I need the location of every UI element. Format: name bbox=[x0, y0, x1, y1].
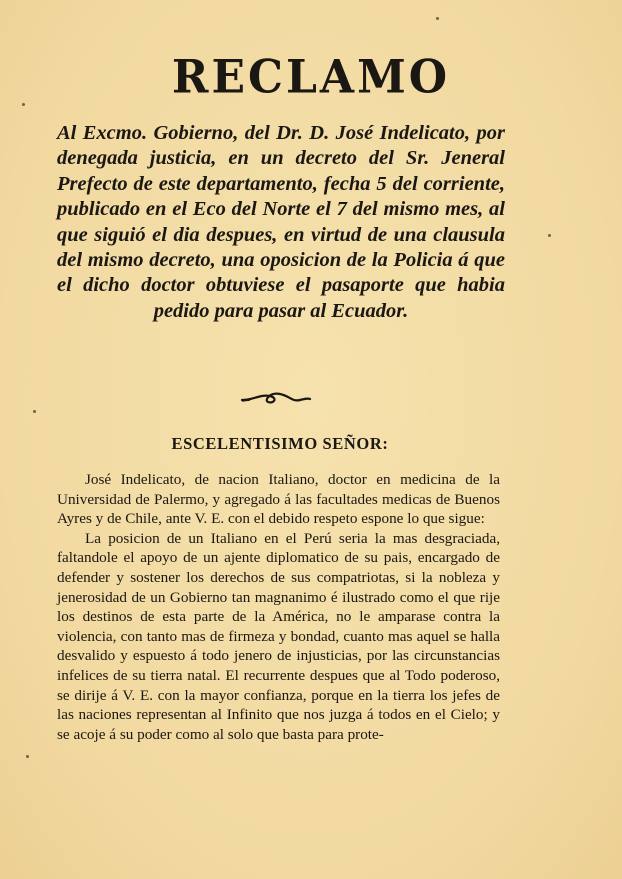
paragraph: José Indelicato, de nacion Italiano, doctor en medicina de la Universidad de Palermo, y agregado á las facultades medicas de Buenos Ayres y de Chile, ante V. E. con el debido respeto espone lo que sigue: bbox=[57, 471, 500, 528]
paragraph: La posicion de un Italiano en el Perú seria la mas desgraciada, faltandole el apoyo de un ajente diplomatico de su pais, encargado de defender y sostener los derechos de sus compatriotas, si la nobleza y jenerosidad de un Gobierno tan magnanimo é ilustrado como el que rije los destinos de esta parte de la América, no le amparase contra la violencia, con tanto mas de firmeza y bondad, cuanto mas aquel se halla desvalido y espuesto á todo jenero de injusticias, por las circunstancias infelices de su tierra natal. El recurrente despues que al Todo poderoso, se dirije á V. E. con la mayor confianza, porque en la tierra los jefes de las naciones representan al Infinito que nos juzga á todos en el Cielo; y se acoje á su poder como al solo que basta para prote- bbox=[57, 529, 500, 743]
flourish-divider-icon bbox=[240, 388, 312, 410]
ink-speck bbox=[548, 234, 551, 237]
ink-speck bbox=[22, 103, 25, 106]
document-title: RECLAMO bbox=[171, 50, 451, 105]
salutation: ESCELENTISIMO SEÑOR: bbox=[171, 434, 389, 453]
ink-speck bbox=[436, 17, 439, 20]
ink-speck bbox=[33, 410, 36, 413]
body-text bbox=[57, 470, 500, 744]
document-subtitle: Al Excmo. Gobierno, del Dr. D. José Indelicato, por denegada justicia, en un decreto del Sr. Jeneral Prefecto de este departamento, fecha 5 del corriente, publicado en el Eco del Norte el 7 del mismo mes, al que siguió el dia despues, en virtud de una clausula del mismo decreto, una oposicion de la Policia á que el dicho doctor obtuviese el pasaporte que habia pedido para pasar al Ecuador. bbox=[57, 122, 505, 322]
ink-speck bbox=[26, 755, 29, 758]
